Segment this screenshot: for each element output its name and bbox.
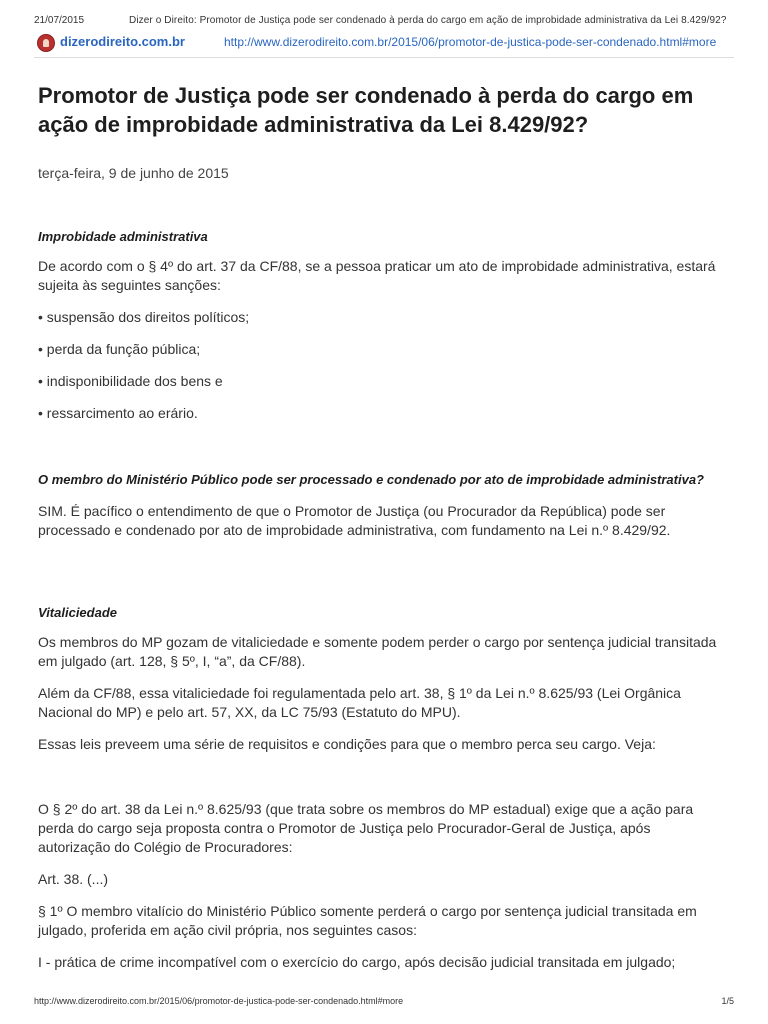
paragraph: Essas leis preveem uma série de requisitos e condições para que o membro perca seu cargo. Veja:: [38, 736, 656, 752]
paragraph: O § 2º do art. 38 da Lei n.º 8.625/93 (que trata sobre os membros do MP estadual) exige que a ação para perda do cargo seja proposta contra o Promotor de Justiça pelo Procurador-Geral de Justiça, após autorização do Colégio de Procuradores:: [38, 801, 694, 855]
section-lei-8625: [38, 800, 718, 972]
paragraph: Além da CF/88, essa vitaliciedade foi regulamentada pelo art. 38, § 1º da Lei n.º 8.625/93 (Lei Orgânica Nacional do MP) e pelo art. 57, XX, da LC 75/93 (Estatuto do MPU).: [38, 685, 681, 720]
print-date: 21/07/2015: [34, 15, 85, 26]
list-item: • suspensão dos direitos políticos;: [38, 309, 250, 325]
article: [38, 81, 718, 970]
list-item: • perda da função pública;: [38, 341, 201, 357]
post-date: terça-feira, 9 de junho de 2015: [38, 165, 229, 181]
list-item: • ressarcimento ao erário.: [38, 405, 198, 421]
site-logo-icon: [38, 35, 54, 51]
paragraph: De acordo com o § 4º do art. 37 da CF/88, se a pessoa praticar um ato de improbidade administrativa, estará sujeita às seguintes sanções:: [38, 258, 716, 293]
site-bar: [34, 31, 734, 58]
section-heading: Improbidade administrativa: [38, 229, 208, 244]
section-heading: Vitaliciedade: [38, 605, 117, 620]
section-membro-mp: [38, 470, 718, 540]
section-heading: O membro do Ministério Público pode ser processado e condenado por ato de improbidade administrativa?: [38, 472, 705, 487]
paragraph: I - prática de crime incompatível com o exercício do cargo, após decisão judicial transitada em julgado;: [38, 954, 676, 970]
site-url-link[interactable]: http://www.dizerodireito.com.br/2015/06/promotor-de-justica-pode-ser-condenado.html#more: [224, 35, 717, 49]
footer-url: http://www.dizerodireito.com.br/2015/06/promotor-de-justica-pode-ser-condenado.html#more: [34, 996, 404, 1006]
page-number: 1/5: [721, 996, 734, 1006]
list-item: • indisponibilidade dos bens e: [38, 373, 223, 389]
section-improbidade: [38, 227, 718, 423]
site-name-link[interactable]: dizerodireito.com.br: [60, 34, 185, 49]
section-vitaliciedade: [38, 603, 718, 754]
paragraph: Art. 38. (...): [38, 871, 109, 887]
print-header: [34, 15, 734, 31]
print-title: Dizer o Direito: Promotor de Justiça pode ser condenado à perda do cargo em ação de improbidade administrativa da Lei 8.429/92?: [129, 15, 727, 26]
post-title: Promotor de Justiça pode ser condenado à perda do cargo em ação de improbidade administrativa da Lei 8.429/92?: [38, 83, 694, 137]
paragraph: Os membros do MP gozam de vitaliciedade e somente podem perder o cargo por sentença judicial transitada em julgado (art. 128, § 5º, I, “a”, da CF/88).: [38, 634, 717, 669]
paragraph: SIM. É pacífico o entendimento de que o Promotor de Justiça (ou Procurador da República) pode ser processado e condenado por ato de improbidade administrativa, com fundamento na Lei n.º 8.429/92.: [38, 503, 671, 538]
paragraph: § 1º O membro vitalício do Ministério Público somente perderá o cargo por sentença judicial transitada em julgado, proferida em ação civil própria, nos seguintes casos:: [38, 903, 697, 938]
